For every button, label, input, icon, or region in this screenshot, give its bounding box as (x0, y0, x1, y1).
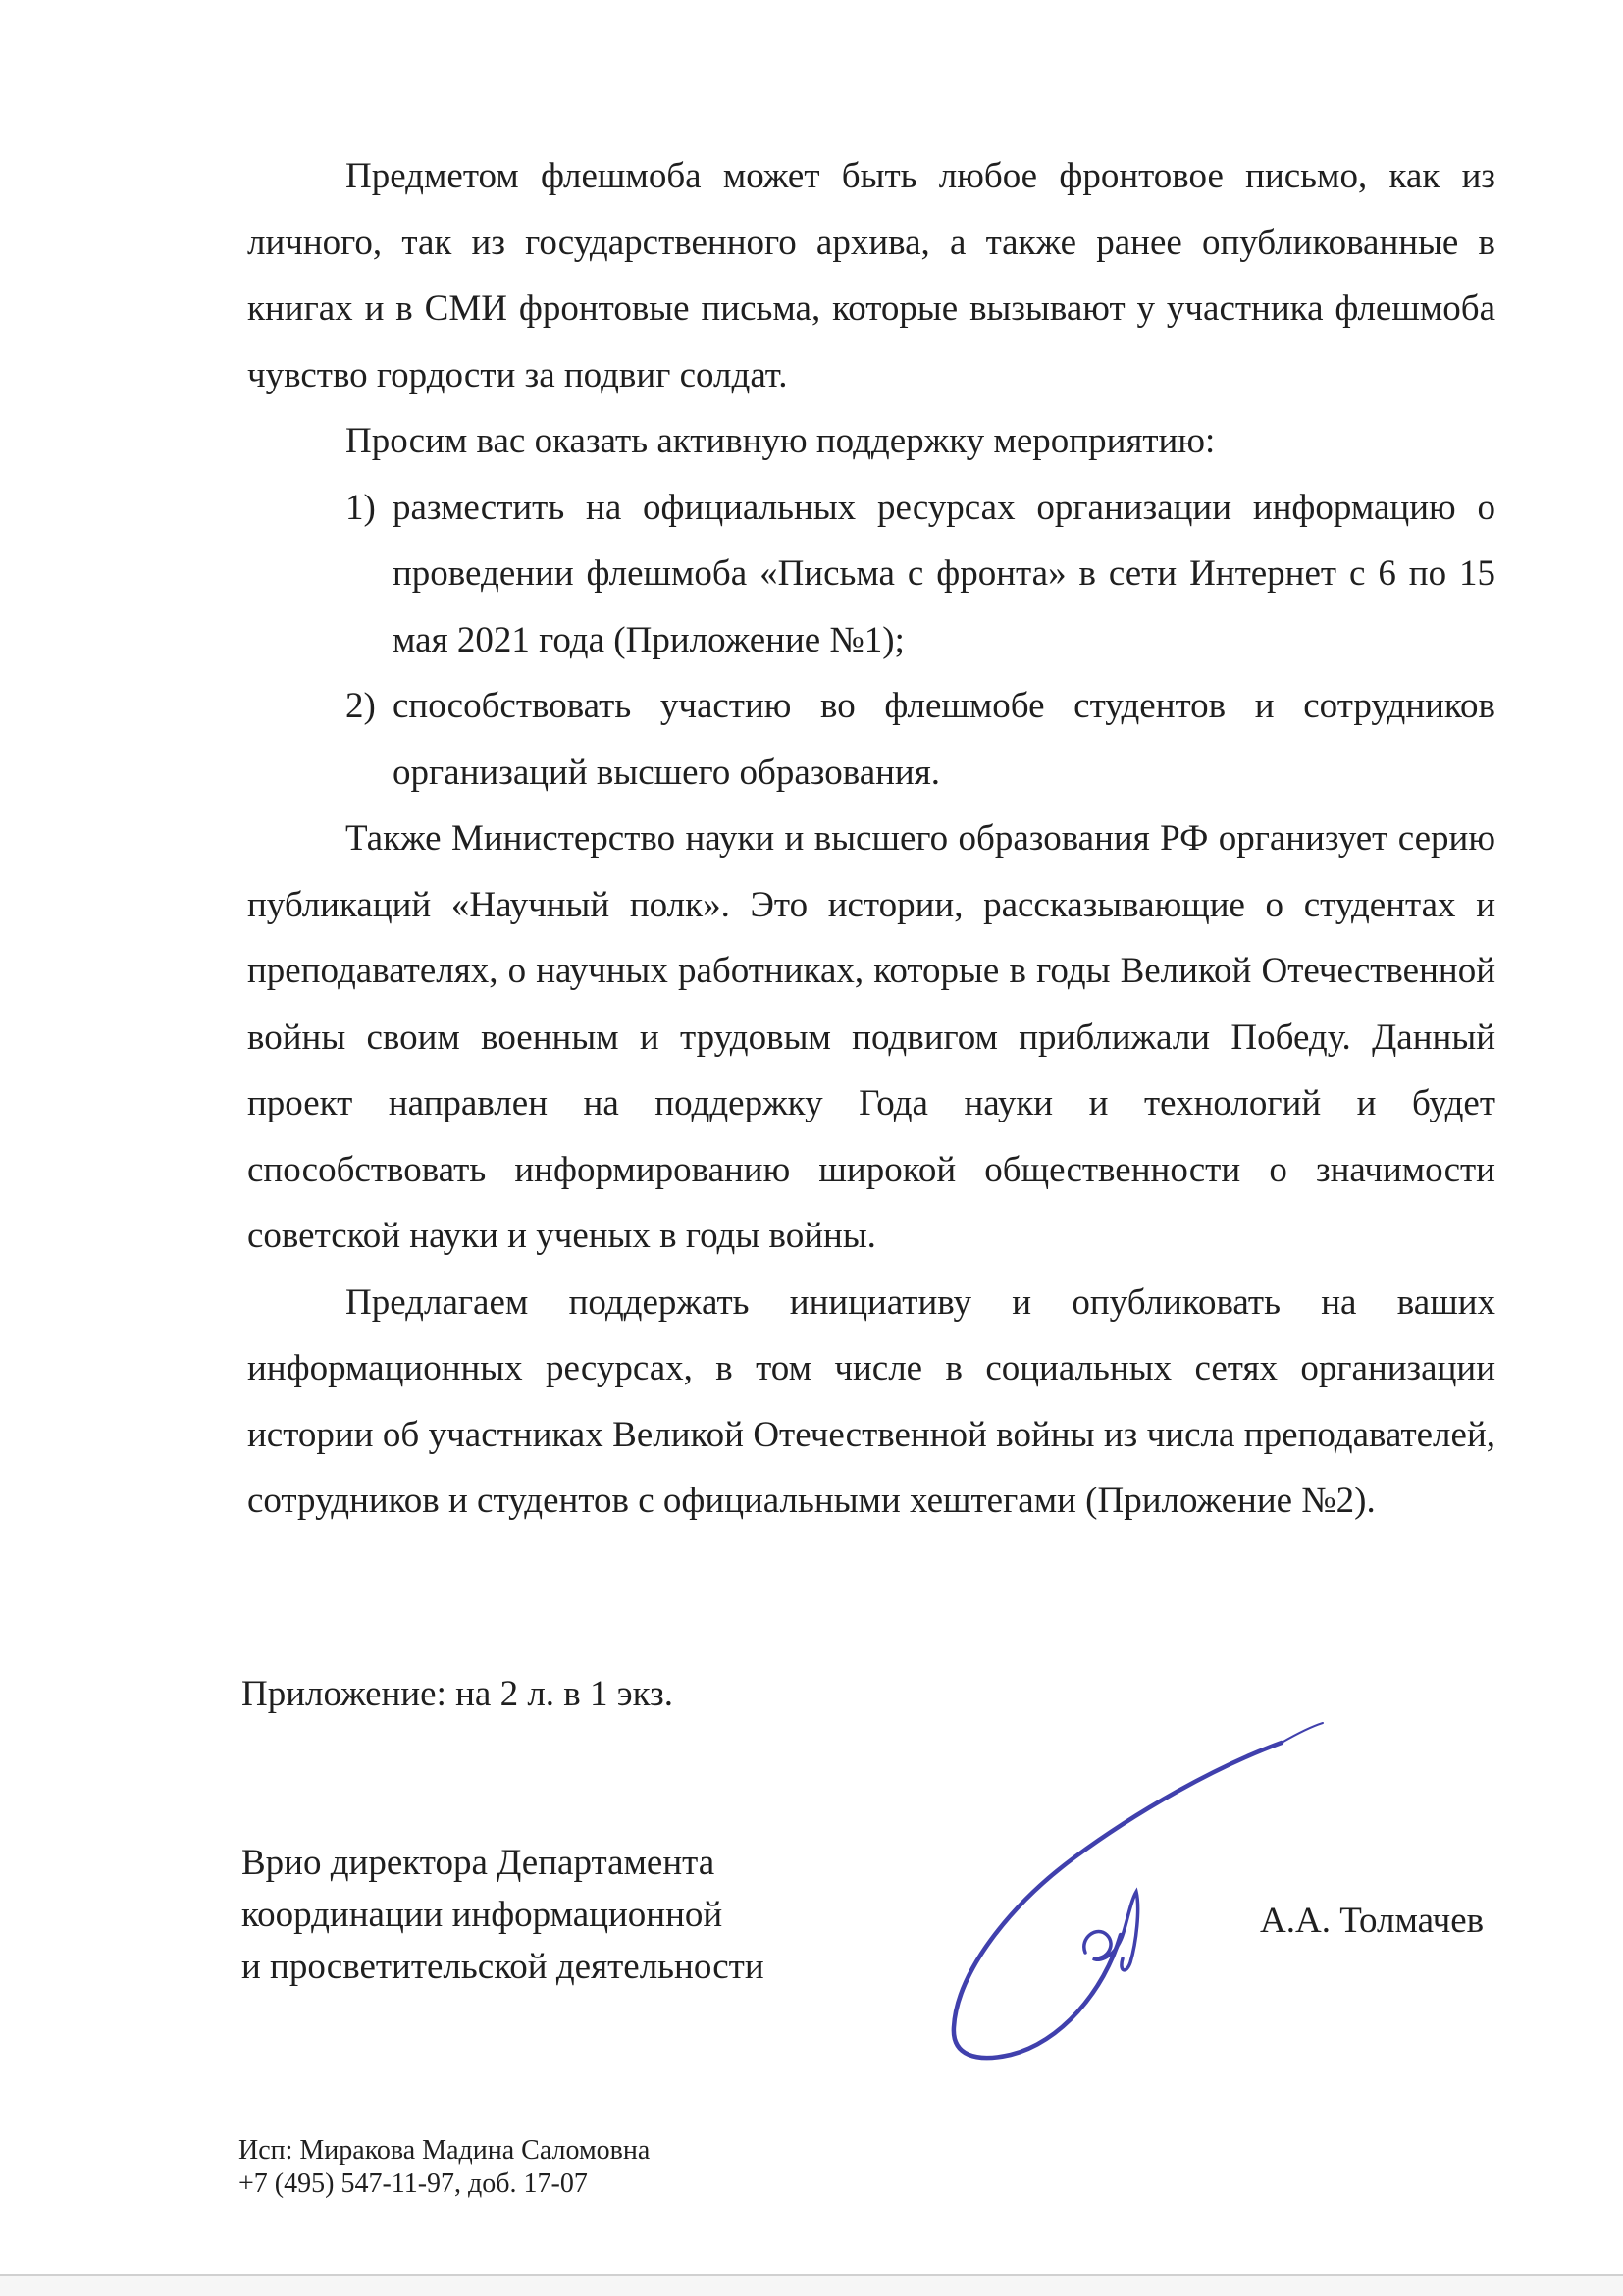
paragraph: Предлагаем поддержать инициативу и опубликовать на ваших информационных ресурсах, в том числе в социальных сетях организации истории об участниках Великой Отечественной войны из числа преподавателей, сотрудников и студентов с официальными хештегами (Приложение №2). (247, 1281, 1495, 1521)
signer-title-line: координации информационной (241, 1895, 723, 1935)
executor-name-line: Исп: Миракова Мадина Саломовна (238, 2135, 651, 2166)
list-marker: 2) (345, 686, 376, 726)
paragraph: Предметом флешмоба может быть любое фронтовое письмо, как из личного, так из государственного архива, а также ранее опубликованные в книгах и в СМИ фронтовые письма, которые вызывают у участника флешмоба чувство гордости за подвиг солдат. (247, 156, 1495, 395)
signer-title (241, 1837, 764, 1993)
list-marker: 1) (345, 487, 376, 528)
paragraph: Просим вас оказать активную поддержку мероприятию: (345, 421, 1216, 461)
scan-edge-area (0, 2276, 1623, 2296)
signer-name: А.А. Толмачев (1260, 1901, 1485, 1941)
executor-phone-line: +7 (495) 547-11-97, доб. 17-07 (238, 2168, 588, 2199)
text-block (247, 143, 1495, 1535)
executor-block (238, 2134, 650, 2201)
list-item (247, 475, 1495, 674)
list-item (247, 673, 1495, 806)
paragraph: Также Министерство науки и высшего образования РФ организует серию публикаций «Научный полк». Это истории, рассказывающие о студентах и преподавателях, о научных работниках, которые в годы Великой Отечественной войны своим военным и трудовым подвигом приближали Победу. Данный проект направлен на поддержку Года науки и технологий и будет способствовать информированию широкой общественности о значимости советской науки и ученых в годы войны. (247, 818, 1495, 1256)
signer-title-line: Врио директора Департамента (241, 1843, 715, 1883)
signer-title-line: и просветительской деятельности (241, 1947, 764, 1987)
list-item-text: способствовать участию во флешмобе студентов и сотрудников организаций высшего образования. (393, 686, 1495, 793)
list-item-text: разместить на официальных ресурсах организации информацию о проведении флешмоба «Письма с фронта» в сети Интернет с 6 по 15 мая 2021 года (Приложение №1); (393, 487, 1495, 660)
signature-image (922, 1697, 1335, 2080)
attachment-note: Приложение: на 2 л. в 1 экз. (241, 1674, 674, 1714)
